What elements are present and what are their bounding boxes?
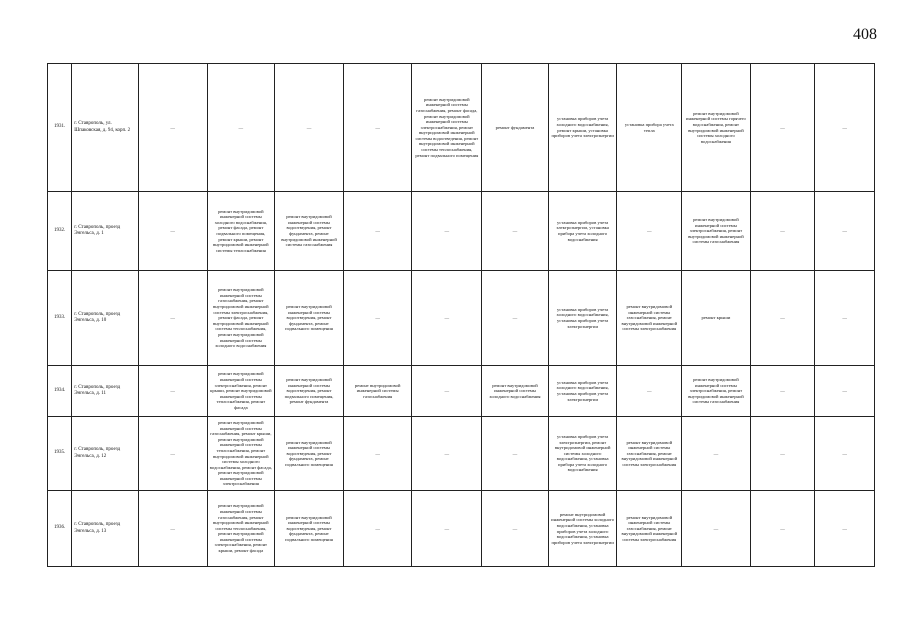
work-type-cell: ремонт внутридомовой инженерной системы газоснабжения, ремонт внутридомовой инженерной системы электроснабжения, ремонт фасада, ремонт внутридомовой инженерной системы теплоснабжения, ремонт внутридомовой инженерной системы холодного водоснабжения	[207, 271, 275, 366]
empty-dash-cell: —	[682, 491, 751, 567]
empty-dash-cell: —	[412, 491, 482, 567]
row-number: 1936.	[48, 491, 72, 567]
empty-dash-cell: —	[138, 192, 207, 271]
table-row	[48, 64, 875, 192]
empty-dash-cell: —	[138, 271, 207, 366]
page-number: 408	[853, 26, 877, 43]
empty-dash-cell: —	[138, 366, 207, 417]
empty-dash-cell: —	[412, 271, 482, 366]
work-type-cell: ремонт фундамента	[482, 64, 549, 192]
empty-dash-cell: —	[275, 64, 344, 192]
row-number: 1933.	[48, 271, 72, 366]
empty-dash-cell: —	[815, 192, 875, 271]
empty-dash-cell: —	[750, 271, 815, 366]
table-row	[48, 491, 875, 567]
row-number: 1934.	[48, 366, 72, 417]
table-row	[48, 366, 875, 417]
work-type-cell: ремонт внутридомовой инженерной системы водоотведения, ремонт фундамента, ремонт подвального помещения	[275, 417, 344, 491]
empty-dash-cell: —	[343, 271, 412, 366]
work-type-cell: установка приборов учета электроэнергии, ремонт внутридомовой инженерной системы холодного водоснабжения, установка прибора учета холодного водоснабжения	[548, 417, 617, 491]
work-type-cell: ремонт внутридомовой инженерной системы газоснабжения, ремонт фасада, ремонт внутридомовой инженерной системы электроснабжения, ремонт внутридомовой инженерной системы водоотведения, ремонт внутридомовой инженерной системы теплоснабжения, ремонт подвального помещения	[412, 64, 482, 192]
empty-dash-cell: —	[138, 64, 207, 192]
work-type-cell: ремонт внутридомовой инженерной системы холодного водоснабжения	[482, 366, 549, 417]
empty-dash-cell: —	[815, 491, 875, 567]
address-cell: г. Ставрополь, проезд Энгельса, д. 11	[72, 366, 139, 417]
empty-dash-cell: —	[343, 192, 412, 271]
empty-dash-cell: —	[750, 491, 815, 567]
work-type-cell: ремонт внутридомовой инженерной системы холодного водоснабжения, установка приборов учета холодного водоснабжения, установка приборов учета электроэнергии	[548, 491, 617, 567]
work-type-cell: ремонт внутридомовой инженерной системы газоснабжения, ремонт крыши, ремонт внутридомовой инженерной системы теплоснабжения, ремонт внутридомовой инженерной системы холодного водоснабжения, ремонт фасада, ремонт внутридомовой инженерной системы электроснабжения	[207, 417, 275, 491]
work-type-cell: установка приборов учета холодного водоснабжения, установка приборов учета электроэнергии	[548, 271, 617, 366]
work-type-cell: ремонт внутридомовой инженерной системы горячего водоснабжения, ремонт внутридомовой инженерной системы холодного водоснабжения	[682, 64, 751, 192]
empty-dash-cell: —	[207, 64, 275, 192]
work-type-cell: ремонт внутридомовой инженерной системы электроснабжения, ремонт крыши, ремонт внутридомовой инженерной системы теплоснабжения, ремонт фасада	[207, 366, 275, 417]
address-cell: г. Ставрополь, проезд Энгельса, д. 12	[72, 417, 139, 491]
empty-dash-cell: —	[815, 271, 875, 366]
work-type-cell: ремонт внутридомовой инженерной системы газоснабжения, ремонт внутридомовой инженерной системы электроснабжения	[617, 271, 682, 366]
work-type-cell: установка прибора учета тепла	[617, 64, 682, 192]
work-type-cell: ремонт внутридомовой инженерной системы водоотведения, ремонт фундамента, ремонт подвального помещения	[275, 271, 344, 366]
work-type-cell: ремонт внутридомовой инженерной системы газоснабжения, ремонт внутридомовой инженерной системы электроснабжения	[617, 417, 682, 491]
work-type-cell: ремонт внутридомовой инженерной системы электроснабжения, ремонт внутридомовой инженерной системы газоснабжения	[682, 192, 751, 271]
empty-dash-cell: —	[412, 417, 482, 491]
address-cell: г. Ставрополь, проезд Энгельса, д. 13	[72, 491, 139, 567]
empty-dash-cell: —	[750, 192, 815, 271]
work-type-cell: установка приборов учета холодного водоснабжения, ремонт крыши, установка приборов учета электроэнергии	[548, 64, 617, 192]
empty-dash-cell: —	[138, 417, 207, 491]
empty-dash-cell: —	[482, 192, 549, 271]
empty-dash-cell: —	[482, 491, 549, 567]
work-type-cell: ремонт внутридомовой инженерной системы газоснабжения, ремонт внутридомовой инженерной системы электроснабжения	[617, 491, 682, 567]
empty-dash-cell: —	[815, 417, 875, 491]
empty-dash-cell: —	[482, 271, 549, 366]
address-cell: г. Ставрополь, проезд Энгельса, д. 10	[72, 271, 139, 366]
table-row	[48, 192, 875, 271]
empty-dash-cell: —	[138, 491, 207, 567]
row-number: 1935.	[48, 417, 72, 491]
work-type-cell: ремонт внутридомовой инженерной системы газоснабжения	[343, 366, 412, 417]
empty-dash-cell: —	[617, 192, 682, 271]
work-type-cell: установка приборов учета электроэнергии, установка прибора учета холодного водоснабжения	[548, 192, 617, 271]
empty-dash-cell: —	[412, 192, 482, 271]
work-type-cell: ремонт внутридомовой инженерной системы газоснабжения, ремонт внутридомовой инженерной системы теплоснабжения, ремонт внутридомовой инженерной системы электроснабжения, ремонт крыши, ремонт фасада	[207, 491, 275, 567]
empty-dash-cell: —	[750, 417, 815, 491]
table-row	[48, 417, 875, 491]
empty-dash-cell: —	[412, 366, 482, 417]
work-type-cell: ремонт внутридомовой инженерной системы водоотведения, ремонт фундамента, ремонт подвального помещения	[275, 491, 344, 567]
work-type-cell: ремонт внутридомовой инженерной системы водоотведения, ремонт фундамента, ремонт внутридомовой инженерной системы газоснабжения	[275, 192, 344, 271]
empty-dash-cell: —	[750, 366, 815, 417]
address-cell: г. Ставрополь, проезд Энгельса, д. 1	[72, 192, 139, 271]
empty-dash-cell: —	[482, 417, 549, 491]
row-number: 1931.	[48, 64, 72, 192]
work-type-cell: ремонт внутридомовой инженерной системы водоотведения, ремонт подвального помещения, ремонт фундамента	[275, 366, 344, 417]
empty-dash-cell: —	[343, 491, 412, 567]
work-type-cell: установка приборов учета холодного водоснабжения, установка приборов учета электроэнергии	[548, 366, 617, 417]
empty-dash-cell: —	[343, 64, 412, 192]
empty-dash-cell: —	[750, 64, 815, 192]
repair-schedule-table	[47, 63, 875, 567]
empty-dash-cell: —	[617, 366, 682, 417]
work-type-cell: ремонт крыши	[682, 271, 751, 366]
empty-dash-cell: —	[815, 64, 875, 192]
work-type-cell: ремонт внутридомовой инженерной системы электроснабжения, ремонт внутридомовой инженерной системы газоснабжения	[682, 366, 751, 417]
empty-dash-cell: —	[815, 366, 875, 417]
address-cell: г. Ставрополь, ул. Шпаковская, д. 94, корп. 2	[72, 64, 139, 192]
empty-dash-cell: —	[682, 417, 751, 491]
table-row	[48, 271, 875, 366]
empty-dash-cell: —	[343, 417, 412, 491]
row-number: 1932.	[48, 192, 72, 271]
work-type-cell: ремонт внутридомовой инженерной системы холодного водоснабжения, ремонт фасада, ремонт подвального помещения, ремонт крыши, ремонт внутридомовой инженерной системы теплоснабжения	[207, 192, 275, 271]
